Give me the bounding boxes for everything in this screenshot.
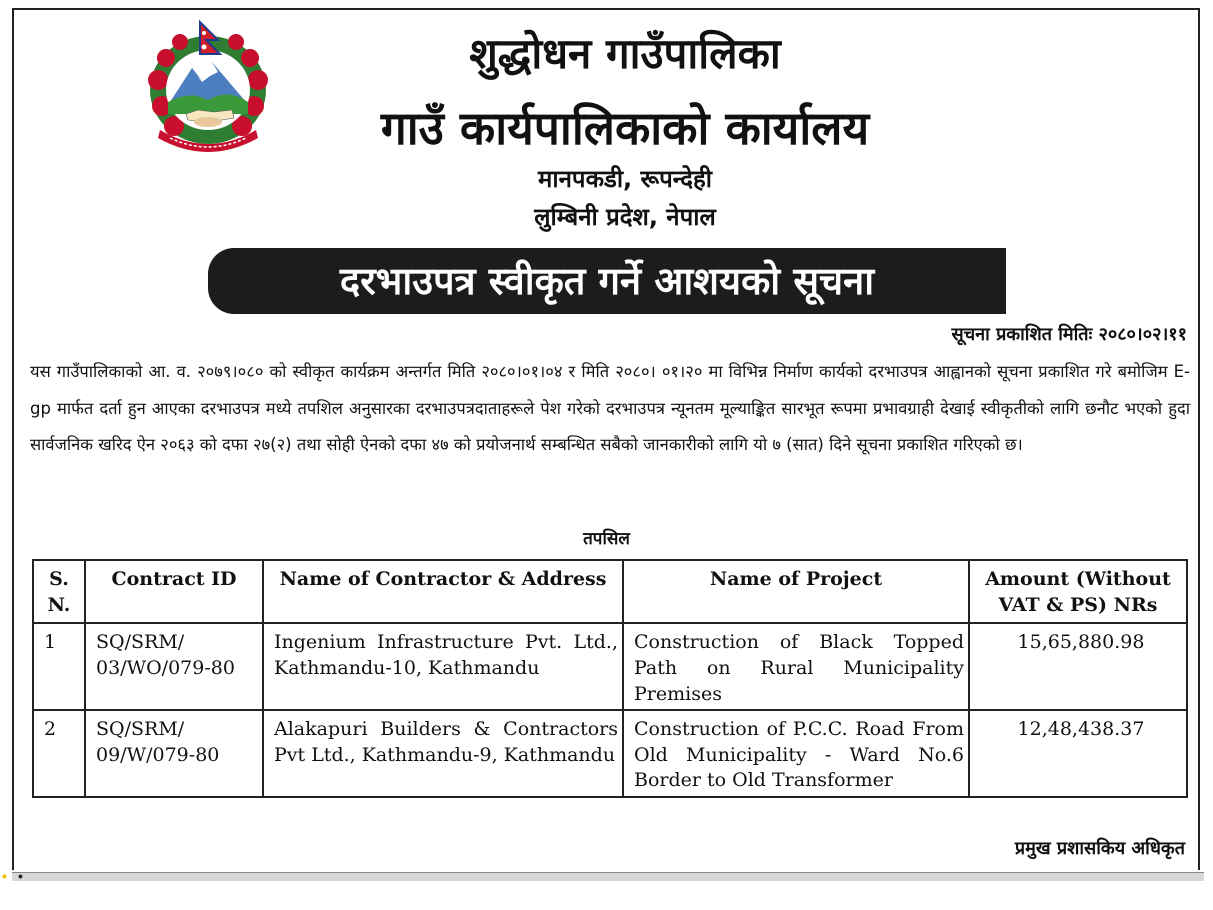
cell-contract-id: SQ/SRM/ 09/W/079-80: [85, 710, 263, 797]
notice-body-text: यस गाउँपालिकाको आ. व. २०७९।०८० को स्वीकृत कार्यक्रम अन्तर्गत मिति २०८०।०१।०४ र मिति २०८०। ०१।२० मा विभिन्न निर्माण कार्यको दरभाउपत्र आह्वानको सूचना प्रकाशित गरे बमोजिम E-gp मार्फत दर्ता हुन आएका दरभाउपत्र मध्ये तपशिल अनुसारका दरभाउपत्रदाताहरूले पेश गरेको दरभाउपत्र न्यूनतम मूल्याङ्कित सारभूत रूपमा प्रभावग्राही देखाई स्वीकृतीको लागि छनौट भएको हुदा सार्वजनिक खरिद ऐन २०६३ को दफा २७(२) तथा सोही ऐनको दफा ४७ को प्रयोजनार्थ सम्बन्धित सबैको जानकारीको लागि यो ७ (सात) दिने सूचना प्रकाशित गरिएको छ।: [30, 362, 1190, 454]
table-row: [33, 623, 1187, 710]
cell-contractor: Alakapuri Builders & Contractors Pvt Ltd., Kathmandu-9, Kathmandu: [263, 710, 623, 797]
office-location: मानपकडी, रूपन्देही: [538, 165, 712, 193]
table-row: [33, 710, 1187, 797]
cell-amount: 12,48,438.37: [969, 710, 1187, 797]
col-header-contractor: Name of Contractor & Address: [263, 560, 623, 623]
published-date: सूचना प्रकाशित मितिः २०८०।०२।११: [951, 324, 1187, 345]
edge-dot-icon: •: [18, 868, 23, 884]
col-header-amount: Amount (Without VAT & PS) NRs: [969, 560, 1187, 623]
cell-amount: 15,65,880.98: [969, 623, 1187, 710]
cell-sn: 2: [33, 710, 85, 797]
notice-title-banner: दरभाउपत्र स्वीकृत गर्ने आशयको सूचना: [208, 248, 1006, 314]
cell-project: Construction of Black Topped Path on Rural Municipality Premises: [623, 623, 969, 710]
office-name: गाउँ कार्यपालिकाको कार्यालय: [380, 101, 870, 155]
signature-title: प्रमुख प्रशासकिय अधिकृत: [1014, 838, 1185, 859]
office-province: लुम्बिनी प्रदेश, नेपाल: [534, 203, 716, 231]
details-heading: तपसिल: [583, 529, 630, 549]
col-header-sn: S. N.: [33, 560, 85, 623]
edge-dot-icon: •: [2, 868, 7, 884]
col-header-contract-id: Contract ID: [85, 560, 263, 623]
cell-contract-id: SQ/SRM/ 03/WO/079-80: [85, 623, 263, 710]
cell-project: Construction of P.C.C. Road From Old Municipality - Ward No.6 Border to Old Transformer: [623, 710, 969, 797]
table-header-row: [33, 560, 1187, 623]
cell-sn: 1: [33, 623, 85, 710]
col-header-project: Name of Project: [623, 560, 969, 623]
contract-table: [32, 559, 1188, 798]
cell-contractor: Ingenium Infrastructure Pvt. Ltd., Kathmandu-10, Kathmandu: [263, 623, 623, 710]
bottom-divider: [12, 872, 1204, 881]
municipality-name: शुद्धोधन गाउँपालिका: [469, 29, 781, 78]
